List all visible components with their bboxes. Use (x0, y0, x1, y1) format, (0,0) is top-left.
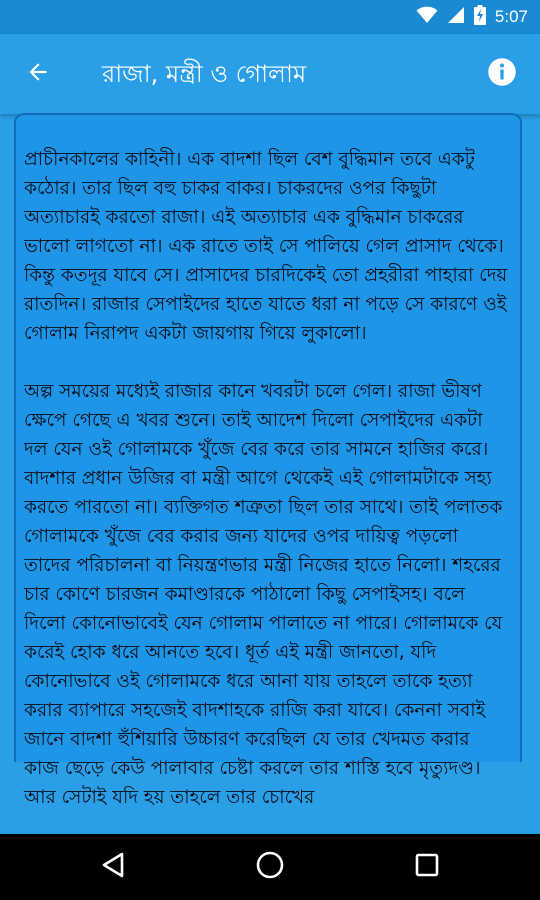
story-paragraph: অল্প সময়ের মধ্যেই রাজার কানে খবরটা চলে গেল। রাজা ভীষণ ক্ষেপে গেছে এ খবর শুনে। তাই আদেশ দিলো সেপাইদের একটা দল যেন ওই গোলামকে খুঁজে বের করে তার সামনে হাজির করে। বাদশার প্রধান উজির বা মন্ত্রী আগে থেকেই এই গোলামটাকে সহ্য করতে পারতো না। ব্যক্তিগত শত্রুতা ছিল তার সাথে। তাই পলাতক গোলামকে খুঁজে বের করার জন্য যাদের ওপর দায়িত্ব পড়লো তাদের পরিচালনা বা নিয়ন্ত্রণভার মন্ত্রী নিজের হাতে নিলো। শহরের চার কোণে চারজন কমাণ্ডারকে পাঠালো কিছু সেপাইসহ। বলে দিলো কোনোভাবেই যেন গোলাম পালাতে না পারে। গোলামকে যে করেই হোক ধরে আনতে হবে। ধূর্ত এই মন্ত্রী জানতো, যদি কোনোভাবে ওই গোলামকে ধরে আনা যায় তাহলে তাকে হত্যা করার ব্যাপারে সহজেই বাদশাহকে রাজি করা যাবে। কেননা সবাই জানে বাদশা হুঁশিয়ারি উচ্চারণ করেছিল যে তার খেদমত করার কাজ ছেড়ে কেউ পালাবার চেষ্টা করলে তার শাস্তি হবে মৃত্যুদণ্ড। আর সেটাই যদি হয় তাহলে তার চোখের (24, 381, 503, 808)
app-bar (0, 34, 540, 114)
story-text (16, 115, 520, 812)
nav-home-button[interactable] (253, 850, 287, 884)
status-time: 5:07 (494, 7, 528, 26)
nav-home-circle-icon (255, 850, 285, 884)
page-title: রাজা, মন্ত্রী ও গোলাম (102, 60, 307, 88)
status-bar (0, 0, 540, 34)
back-arrow-icon (25, 59, 51, 89)
nav-recents-button[interactable] (410, 850, 444, 884)
battery-charging-icon (474, 5, 486, 29)
signal-icon (447, 6, 465, 28)
nav-recents-square-icon (414, 852, 440, 882)
nav-back-button[interactable] (96, 850, 130, 884)
nav-back-triangle-icon (100, 851, 126, 883)
info-button[interactable] (486, 58, 518, 90)
story-card[interactable] (14, 113, 522, 808)
navigation-bar (0, 834, 540, 900)
info-icon (487, 57, 517, 91)
status-icons (416, 6, 528, 28)
story-paragraph: প্রাচীনকালের কাহিনী। এক বাদশা ছিল বেশ বুদ্ধিমান তবে একটু কঠোর। তার ছিল বহু চাকর বাকর। চাকরদের ওপর কিছুটা অত্যাচারই করতো রাজা। এই অত্যাচার এক বুদ্ধিমান চাকরের ভালো লাগতো না। এক রাতে তাই সে পালিয়ে গেল প্রাসাদ থেকে। কিন্তু কতদূর যাবে সে। প্রাসাদের চারদিকেই তো প্রহরীরা পাহারা দেয় রাতদিন। রাজার সেপাইদের হাতে যাতে ধরা না পড়ে সে কারণে ওই গোলাম নিরাপদ একটা জায়গায় গিয়ে লুকালো। (24, 149, 508, 344)
back-button[interactable] (22, 58, 54, 90)
wifi-icon (416, 6, 438, 28)
